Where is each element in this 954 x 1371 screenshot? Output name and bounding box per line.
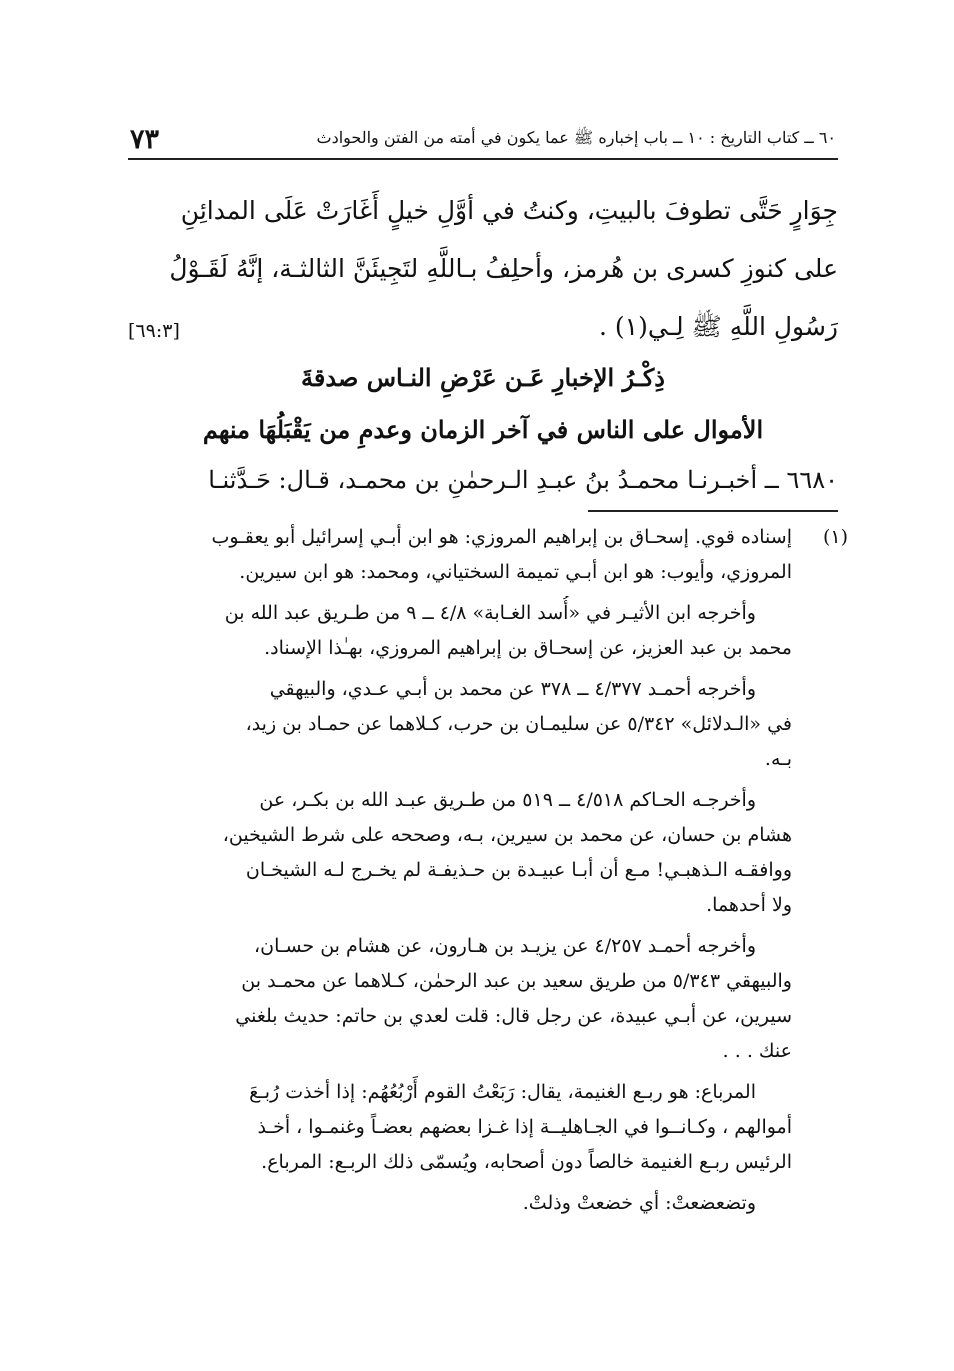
main-text-line-content: رَسُولِ اللَّهِ ﷺ لِـي(١) . [598,312,838,341]
footnote-line: هشام بن حسان، عن محمد بن سيرين، بـه، وصححه على شرط الشيخين، [222,824,792,846]
footnote-line: والبيهقي ٥/٣٤٣ من طريق سعيد بن عبد الرحمٰن، كـلاهما عن محمـد بن [241,970,792,992]
main-text [128,182,838,356]
footnote-line: ووافقـه الـذهبـي! مـع أن أبـا عبيـدة بن حـذيفـة لم يخـرج لـه الشيخـان [245,859,792,881]
footnote-line: المرباع: هو ربـع الغنيمة، يقال: رَبَعْتُ القوم أَرْبُعُهُم: إذا أخذت رُبـعَ [249,1081,756,1103]
footnote-paragraph [128,783,792,923]
footnotes [128,520,848,1227]
footnote-line: عنك . . . [722,1040,792,1062]
footnote-paragraph [128,596,792,666]
footnote-line: الرئيس ربـع الغنيمة خالصاً دون أصحابه، ويُسمّى ذلك الربـع: المرباع. [261,1151,792,1173]
footnote-separator [588,510,838,512]
footnote-line: وأخرجـه الحـاكم ٤/٥١٨ ــ ٥١٩ من طـريق عبـد الله بن بكـر، عن [259,789,756,811]
footnote-paragraph [128,1075,792,1180]
running-title: ٦٠ ــ كتاب التاريخ : ١٠ ــ باب إخباره ﷺ عما يكون في أمته من الفتن والحوادث [316,128,836,147]
main-text-line: جِوَارٍ حَتَّى تطوفَ بالبيتِ، وكنتُ في أوَّلِ خيلٍ أَغَارَتْ عَلَى المدائِنِ [180,196,838,225]
footnote-paragraph [128,1186,792,1221]
footnote-body [128,520,792,1221]
footnote-line: أموالهم ، وكـانــوا في الجـاهليــة إذا غـزا بعضهم بعضـاً وغنمـوا ، أخـذ [257,1116,792,1138]
footnote-line: ولا أحدهما. [706,894,792,916]
hadith-start-line: ٦٦٨٠ ــ أخبـرنـا محمـدُ بنُ عبـدِ الـرحمٰنِ بن محمـد، قـال: حَـدَّثنـا [208,466,838,494]
page-header [128,118,838,160]
footnote-line: في «الـدلائل» ٥/٣٤٢ عن سليمـان بن حرب، كـلاهما عن حمـاد بن زيد، [245,713,792,735]
heading-line: الأموال على الناس في آخر الزمان وعدمِ من يَقْبَلُهَا منهم [202,415,764,444]
footnote-line: وأخرجه أحمـد ٤/٣٧٧ ــ ٣٧٨ عن محمد بن أبـي عـدي، والبيهقي [269,678,756,700]
heading-line: ذِكْـرُ الإخبارِ عَـن عَرْضِ النـاس صدقةَ [301,363,665,392]
footnote-paragraph [128,672,792,777]
section-heading [128,352,838,456]
footnote-line: بـه. [764,748,792,770]
footnote-line: وتضعضعتْ: أي خضعتْ وذلتْ. [522,1192,756,1214]
main-text-line: على كنوزِ كسرى بن هُرمز، وأحلِفُ بـاللَّهِ لتَجِيئَنَّ الثالثـة، إنَّهُ لَقَـوْلُ [169,254,838,283]
footnote-line: سيرين، عن أبـي عبيدة، عن رجل قال: قلت لعدي بن حاتم: حديث بلغني [235,1005,792,1027]
footnote-line: محمد بن عبد العزيز، عن إسحـاق بن إبراهيم المروزي، بهـٰذا الإسناد. [264,637,792,659]
footnote-line: وأخرجه أحمـد ٤/٢٥٧ عن يزيـد بن هـارون، عن هشام بن حسـان، [254,935,756,957]
page-number: ٧٣ [130,124,160,155]
main-text-line [128,298,838,356]
footnote-line: المروزي، وأيوب: هو ابن أبـي تميمة السختياني، ومحمد: هو ابن سيرين. [239,561,792,583]
footnote-line: وأخرجه ابن الأثيـر في «أُسد الغـابة» ٤/٨ ــ ٩ من طـريق عبد الله بن [224,602,756,624]
footnote-number: (١) [822,526,848,548]
footnote-line: إسناده قوي. إسحـاق بن إبراهيم المروزي: هو ابن أبـي إسرائيل أبو يعقـوب [211,526,792,548]
footnote-paragraph [128,520,792,590]
source-reference: [٦٩:٣] [128,320,180,342]
footnote-paragraph [128,929,792,1069]
